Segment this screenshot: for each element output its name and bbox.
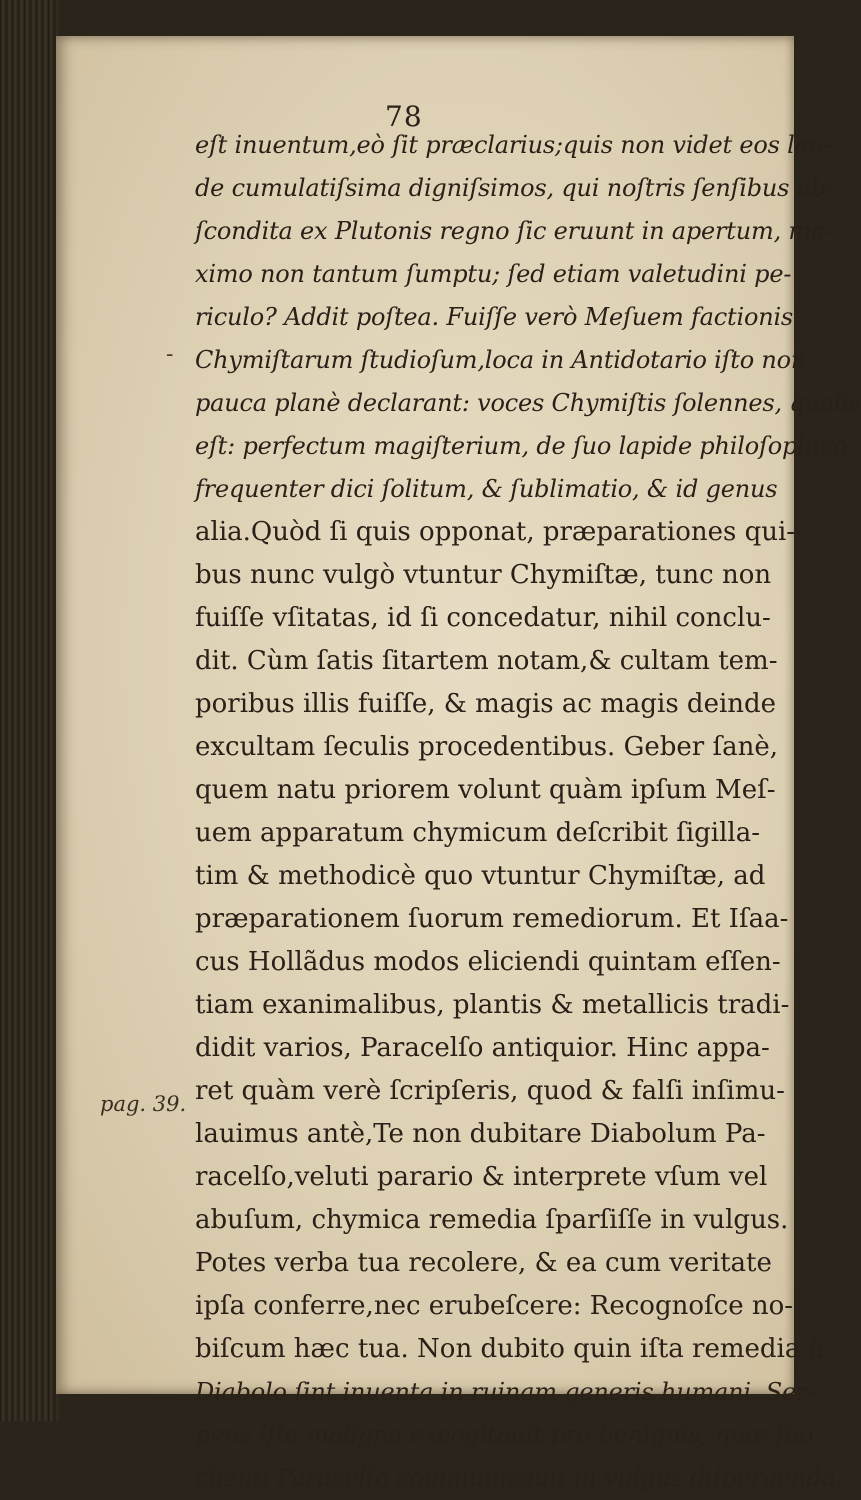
text-line: tim & methodicè quo vtuntur Chymiſtæ, ad	[195, 861, 766, 891]
text-line: lauimus antè,Te non dubitare Diabolum Pa-	[195, 1119, 766, 1149]
text-line: uem apparatum chymicum deſcribit ſigilla-	[195, 818, 761, 848]
text-line: bus nunc vulgò vtuntur Chymiſtæ, tunc non	[195, 560, 772, 590]
text-line: eſt: perfectum magiſterium, de ſuo lapide philoſophico	[195, 432, 848, 460]
text-line: ret quàm verè ſcripſeris, quod & falſi inſimu-	[195, 1076, 785, 1106]
text-line: poribus illis fuiſſe, & magis ac magis deinde	[195, 689, 777, 719]
text-line: clienti Paracelſo communicauit in vulgus diſpergenda.	[195, 1464, 843, 1492]
text-line: eſt inuentum,eò ſit præclarius;quis non videt eos lau-	[195, 131, 832, 159]
text-line: frequenter dici ſolitum, & ſublimatio, & id genus	[195, 475, 778, 503]
text-line: Chymiſtarum ſtudioſum,loca in Antidotario iſto non	[195, 346, 807, 374]
text-line: fuiſſe vſitatas, id ſi concedatur, nihil conclu-	[195, 603, 771, 633]
text-line: pens iſte maligna excogitauit pro benignis, quæ ſuo	[195, 1421, 814, 1449]
text-line: didit varios, Paracelſo antiquior. Hinc appa-	[195, 1033, 770, 1063]
body-text	[195, 124, 861, 1500]
text-line: excultam ſeculis procedentibus. Geber ſanè,	[195, 732, 778, 762]
text-line: ipſa conferre,nec erubeſcere: Recognoſce no-	[195, 1291, 794, 1321]
text-line: tiam exanimalibus, plantis & metallicis tradi-	[195, 990, 790, 1020]
text-line: Diabolo ſint inuenta in ruinam generis humani. Ser-	[195, 1378, 816, 1406]
text-line: ximo non tantum ſumptu; ſed etiam valetudini pe-	[195, 260, 792, 288]
text-line: alia.Quòd ſi quis opponat, præparationes qui-	[195, 517, 796, 547]
text-line: biſcum hæc tua. Non dubito quin iſta remedia à	[195, 1334, 825, 1364]
text-line: abuſum, chymica remedia ſparſiſſe in vulgus.	[195, 1205, 789, 1235]
text-line: quem natu priorem volunt quàm ipſum Meſ-	[195, 775, 776, 805]
text-line: dit. Cùm ſatis ſitartem notam,& cultam tem-	[195, 646, 778, 676]
text-line: Potes verba tua recolere, & ea cum veritate	[195, 1248, 772, 1278]
text-line: pauca planè declarant: voces Chymiſtis ſolennes, qualis	[195, 389, 861, 417]
margin-note: pag. 39.	[100, 1092, 187, 1116]
page-number: 78	[385, 100, 423, 133]
text-line: cus Hollãdus modos eliciendi quintam eſſen-	[195, 947, 781, 977]
book-edge	[0, 0, 56, 1421]
text-line: præparationem ſuorum remediorum. Et Iſaa-	[195, 904, 789, 934]
text-line: de cumulatiſsima digniſsimos, qui noſtris ſenſibus ab-	[195, 174, 834, 202]
text-line: racelſo,veluti parario & interprete vſum vel	[195, 1162, 768, 1192]
margin-mark: -	[166, 342, 174, 367]
text-line: ſcondita ex Plutonis regno ſic eruunt in apertum, ma-	[195, 217, 833, 245]
text-line: riculo? Addit poſtea. Fuiſſe verò Meſuem factionis	[195, 303, 794, 331]
